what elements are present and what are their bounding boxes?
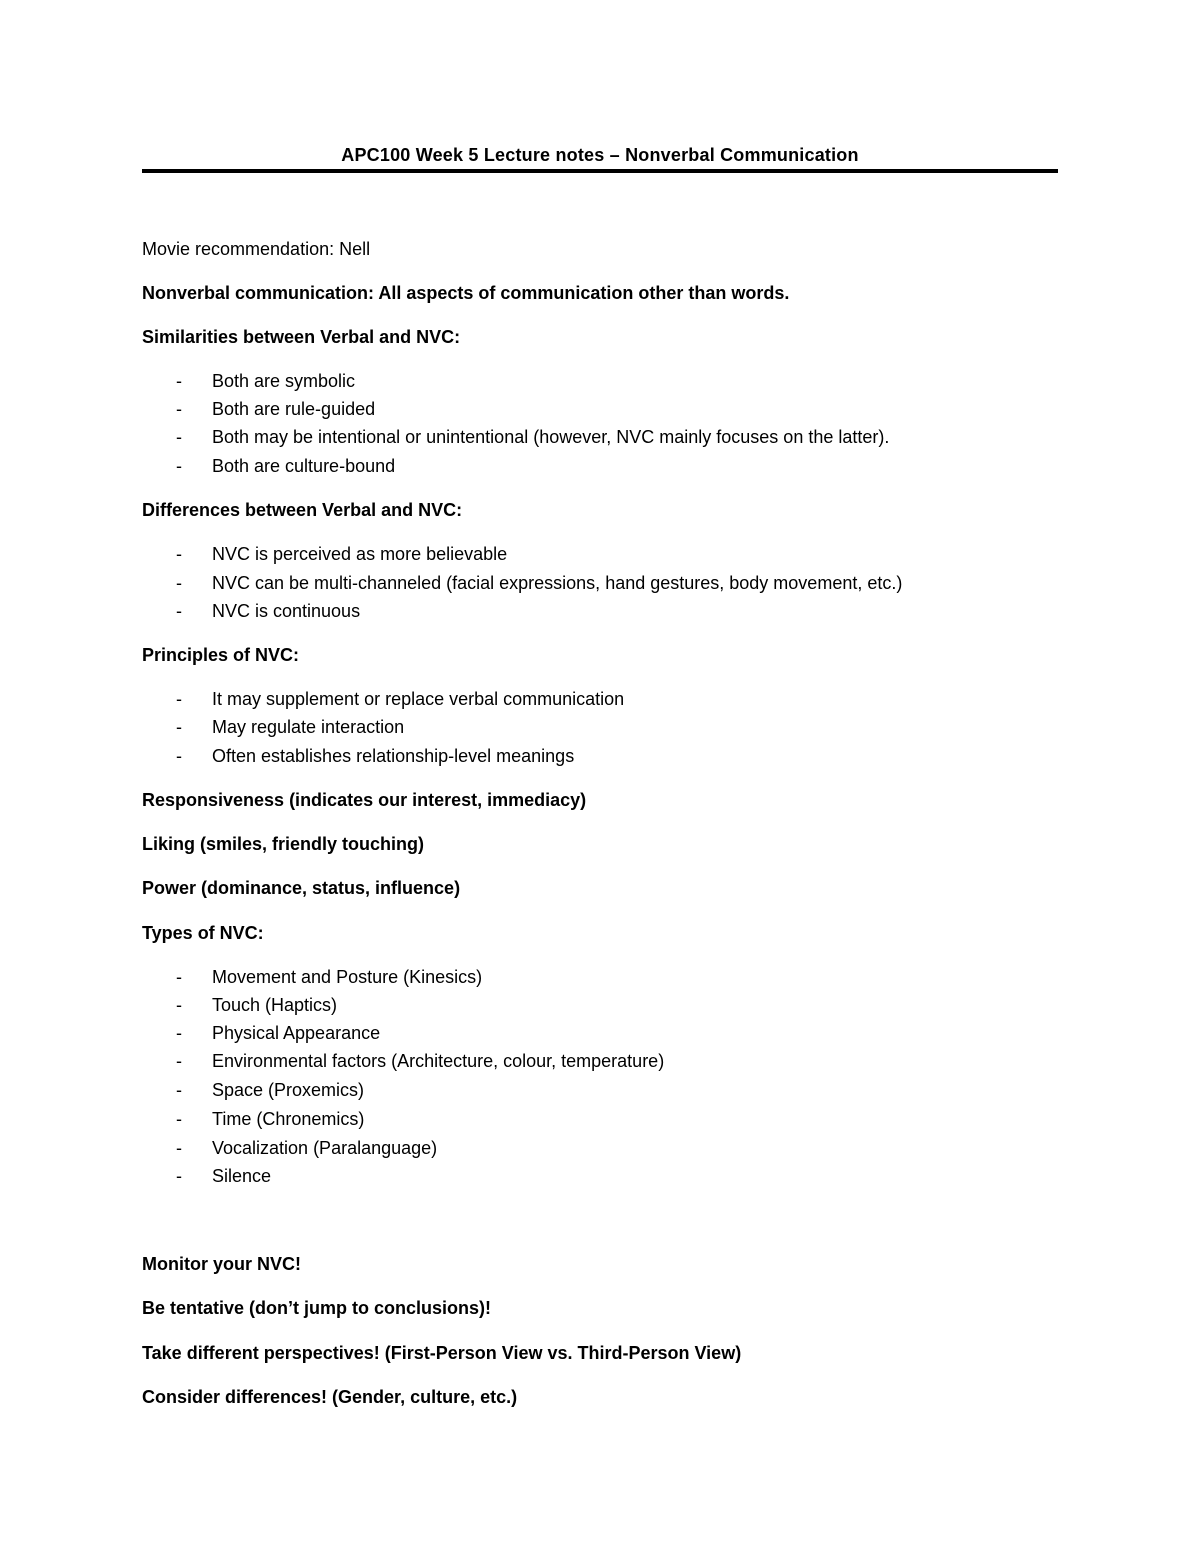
list-item-text: Often establishes relationship-level meanings <box>212 746 575 766</box>
differences-list-item <box>176 543 507 565</box>
principles-heading: Principles of NVC: <box>142 645 300 665</box>
differences-list-item <box>176 572 902 594</box>
bullet-dash: - <box>176 573 182 593</box>
liking-line: Liking (smiles, friendly touching) <box>142 834 425 854</box>
similarities-list-item <box>176 426 889 448</box>
types-list-item <box>176 1108 364 1130</box>
title-underline <box>142 169 1058 173</box>
tip-differences: Consider differences! (Gender, culture, etc.) <box>142 1387 518 1407</box>
list-item-text: Both are culture-bound <box>212 456 396 476</box>
types-list-item <box>176 966 482 988</box>
list-item-text: Both are rule-guided <box>212 399 376 419</box>
types-list-item <box>176 1022 380 1044</box>
types-heading: Types of NVC: <box>142 923 264 943</box>
types-list-item <box>176 1079 364 1101</box>
bullet-dash: - <box>176 1051 182 1071</box>
principles-list-item <box>176 688 624 710</box>
bullet-dash: - <box>176 1023 182 1043</box>
bullet-dash: - <box>176 544 182 564</box>
list-item-text: NVC can be multi-channeled (facial expressions, hand gestures, body movement, etc.) <box>212 573 903 593</box>
list-item-text: It may supplement or replace verbal communication <box>212 689 625 709</box>
bullet-dash: - <box>176 601 182 621</box>
list-item-text: Vocalization (Paralanguage) <box>212 1138 438 1158</box>
bullet-dash: - <box>176 427 182 447</box>
nvc-definition: Nonverbal communication: All aspects of communication other than words. <box>142 283 790 303</box>
similarities-list-item <box>176 370 355 392</box>
bullet-dash: - <box>176 1080 182 1100</box>
list-item-text: May regulate interaction <box>212 717 405 737</box>
similarities-heading: Similarities between Verbal and NVC: <box>142 327 461 347</box>
list-item-text: Environmental factors (Architecture, colour, temperature) <box>212 1051 665 1071</box>
document-title: APC100 Week 5 Lecture notes – Nonverbal Communication <box>341 145 859 165</box>
list-item-text: Movement and Posture (Kinesics) <box>212 967 483 987</box>
differences-list-item <box>176 600 360 622</box>
bullet-dash: - <box>176 399 182 419</box>
tip-tentative: Be tentative (don’t jump to conclusions)! <box>142 1298 492 1318</box>
similarities-list-item <box>176 455 395 477</box>
bullet-dash: - <box>176 1138 182 1158</box>
tip-monitor: Monitor your NVC! <box>142 1254 301 1274</box>
bullet-dash: - <box>176 717 182 737</box>
types-list-item <box>176 1050 664 1072</box>
list-item-text: NVC is continuous <box>212 601 361 621</box>
bullet-dash: - <box>176 689 182 709</box>
differences-heading: Differences between Verbal and NVC: <box>142 500 463 520</box>
list-item-text: Touch (Haptics) <box>212 995 338 1015</box>
list-item-text: Both may be intentional or unintentional (however, NVC mainly focuses on the latter). <box>212 427 890 447</box>
list-item-text: Space (Proxemics) <box>212 1080 365 1100</box>
list-item-text: Time (Chronemics) <box>212 1109 365 1129</box>
bullet-dash: - <box>176 456 182 476</box>
movie-recommendation: Movie recommendation: Nell <box>142 239 371 259</box>
types-list-item <box>176 994 337 1016</box>
list-item-text: Physical Appearance <box>212 1023 381 1043</box>
types-list-item <box>176 1165 271 1187</box>
bullet-dash: - <box>176 746 182 766</box>
responsiveness-line: Responsiveness (indicates our interest, immediacy) <box>142 790 587 810</box>
bullet-dash: - <box>176 1109 182 1129</box>
power-line: Power (dominance, status, influence) <box>142 878 461 898</box>
similarities-list-item <box>176 398 375 420</box>
tip-perspectives: Take different perspectives! (First-Person View vs. Third-Person View) <box>142 1343 742 1363</box>
principles-list-item <box>176 745 574 767</box>
list-item-text: NVC is perceived as more believable <box>212 544 508 564</box>
bullet-dash: - <box>176 1166 182 1186</box>
bullet-dash: - <box>176 967 182 987</box>
principles-list-item <box>176 716 404 738</box>
bullet-dash: - <box>176 371 182 391</box>
list-item-text: Silence <box>212 1166 272 1186</box>
list-item-text: Both are symbolic <box>212 371 356 391</box>
bullet-dash: - <box>176 995 182 1015</box>
types-list-item <box>176 1137 437 1159</box>
